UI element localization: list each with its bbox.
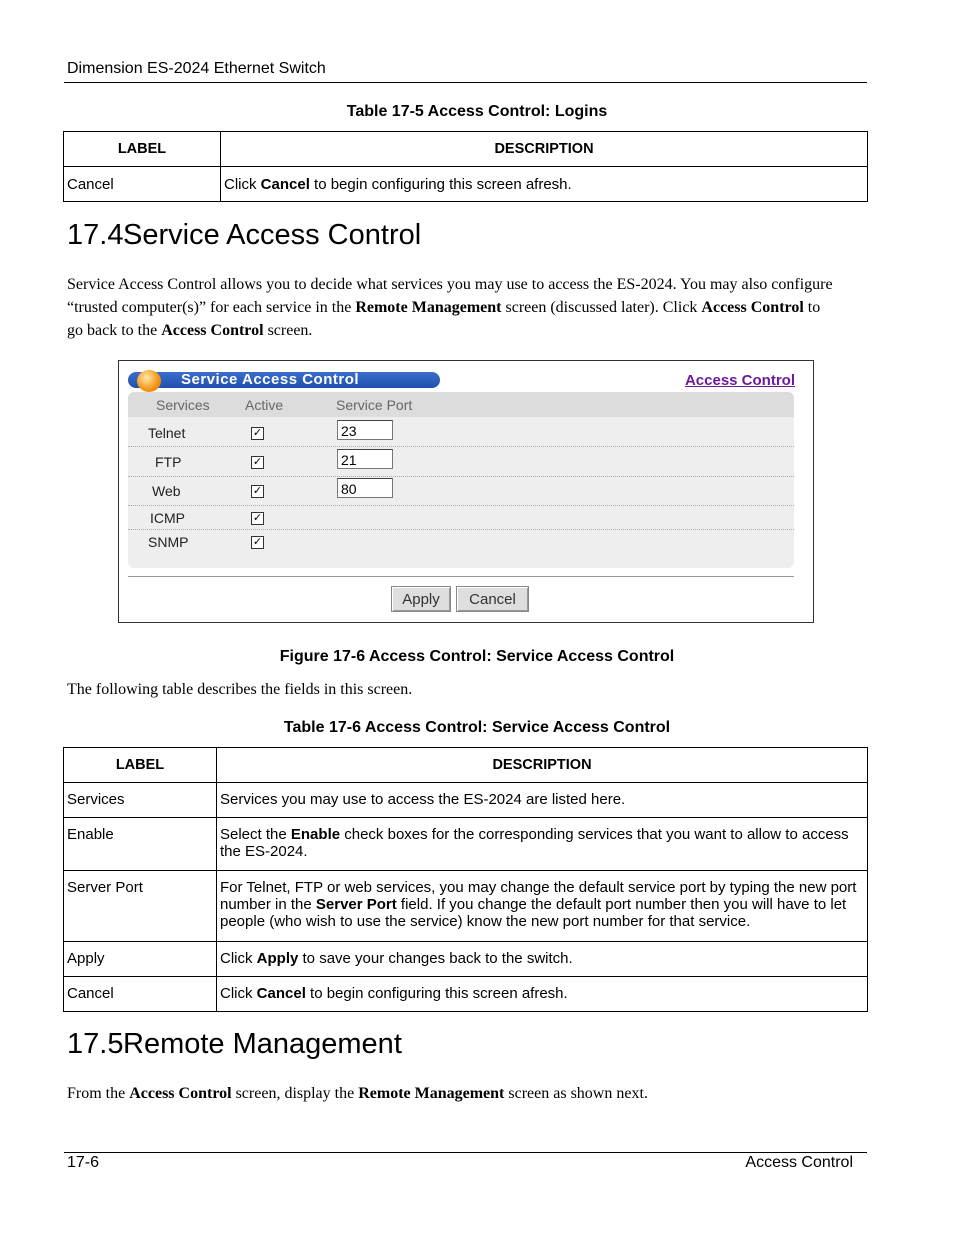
- cancel-button[interactable]: Cancel: [456, 586, 529, 612]
- section-heading-17-5: [67, 1028, 402, 1061]
- footer-rule: [64, 1152, 867, 1153]
- table-row: [64, 818, 868, 871]
- row-divider: [128, 446, 794, 447]
- active-checkbox-web[interactable]: ✓: [252, 485, 263, 497]
- row-label: Apply: [64, 942, 217, 977]
- column-services: Services: [156, 397, 210, 413]
- active-checkbox-telnet[interactable]: ✓: [252, 427, 263, 439]
- table-intro-paragraph: The following table describes the fields in this screen.: [67, 681, 413, 698]
- access-control-link[interactable]: Access Control: [684, 372, 795, 389]
- service-name-web: Web: [152, 483, 181, 499]
- apply-button[interactable]: Apply: [391, 586, 451, 612]
- port-input-web[interactable]: 80: [337, 478, 393, 498]
- row-description: Services you may use to access the ES-2024 are listed here.: [217, 783, 868, 818]
- active-checkbox-icmp[interactable]: ✓: [252, 512, 263, 524]
- table-row: [64, 167, 868, 202]
- service-name-icmp: ICMP: [150, 510, 185, 526]
- section-title: Remote Management: [123, 1028, 402, 1060]
- section-heading-17-4: [67, 219, 421, 252]
- services-panel: [128, 392, 794, 568]
- table-header-label: LABEL: [64, 132, 221, 167]
- table-17-5-caption: Table 17-5 Access Control: Logins: [346, 103, 608, 120]
- remote-management-paragraph: From the Access Control screen, display the Remote Management screen as shown next.: [67, 1085, 648, 1102]
- row-description: Click Cancel to begin configuring this screen afresh.: [217, 977, 868, 1012]
- table-17-6: [63, 747, 868, 1012]
- active-checkbox-ftp[interactable]: ✓: [252, 456, 263, 468]
- row-label: Cancel: [64, 167, 221, 202]
- table-row: [64, 871, 868, 942]
- header-rule: [64, 82, 867, 83]
- column-service-port: Service Port: [336, 397, 413, 413]
- row-divider: [128, 529, 794, 530]
- section-title: Service Access Control: [123, 219, 422, 251]
- row-label: Cancel: [64, 977, 217, 1012]
- title-orb-icon: [137, 370, 161, 392]
- figure-caption: Figure 17-6 Access Control: Service Access Control: [279, 648, 675, 665]
- table-row: [64, 977, 868, 1012]
- button-divider: [128, 576, 794, 577]
- active-checkbox-snmp[interactable]: ✓: [252, 536, 263, 548]
- service-name-ftp: FTP: [155, 454, 182, 470]
- table-17-6-caption: Table 17-6 Access Control: Service Access Control: [283, 719, 671, 736]
- service-access-control-screenshot: [118, 360, 814, 623]
- row-divider: [128, 476, 794, 477]
- panel-header: [128, 392, 794, 417]
- port-input-telnet[interactable]: 23: [337, 420, 393, 440]
- row-description: Click Cancel to begin configuring this screen afresh.: [221, 167, 868, 202]
- row-description: Click Apply to save your changes back to the switch.: [217, 942, 868, 977]
- port-input-ftp[interactable]: 21: [337, 449, 393, 469]
- page-number: 17-6: [67, 1154, 100, 1171]
- row-label: Services: [64, 783, 217, 818]
- screen-title: Service Access Control: [181, 371, 360, 388]
- section-number: 17.5: [67, 1028, 124, 1060]
- table-row: [64, 783, 868, 818]
- running-header: Dimension ES-2024 Ethernet Switch: [67, 60, 326, 77]
- table-17-5: [63, 131, 868, 202]
- service-name-snmp: SNMP: [148, 534, 189, 550]
- row-description: For Telnet, FTP or web services, you may change the default service port by typing the new port number in the Server Port field. If you change the default port number then you will have to let people (who wish to use the service) know the new port number for that service.: [217, 871, 868, 942]
- intro-paragraph: Service Access Control allows you to decide what services you may use to access the ES-2024. You may also configure “trusted computer(s)” for each service in the Remote Management screen (discussed later). Click Access Control to go back to the Access Control screen.: [67, 276, 833, 339]
- section-number: 17.4: [67, 219, 124, 251]
- chapter-name: Access Control: [745, 1154, 853, 1171]
- row-label: Server Port: [64, 871, 217, 942]
- service-name-telnet: Telnet: [148, 425, 186, 441]
- table-row: [64, 942, 868, 977]
- column-active: Active: [245, 397, 284, 413]
- row-divider: [128, 505, 794, 506]
- row-description: Select the Enable check boxes for the corresponding services that you want to allow to access the ES-2024.: [217, 818, 868, 871]
- row-label: Enable: [64, 818, 217, 871]
- table-header-label: LABEL: [64, 748, 217, 783]
- table-header-description: DESCRIPTION: [221, 132, 868, 167]
- table-header-description: DESCRIPTION: [217, 748, 868, 783]
